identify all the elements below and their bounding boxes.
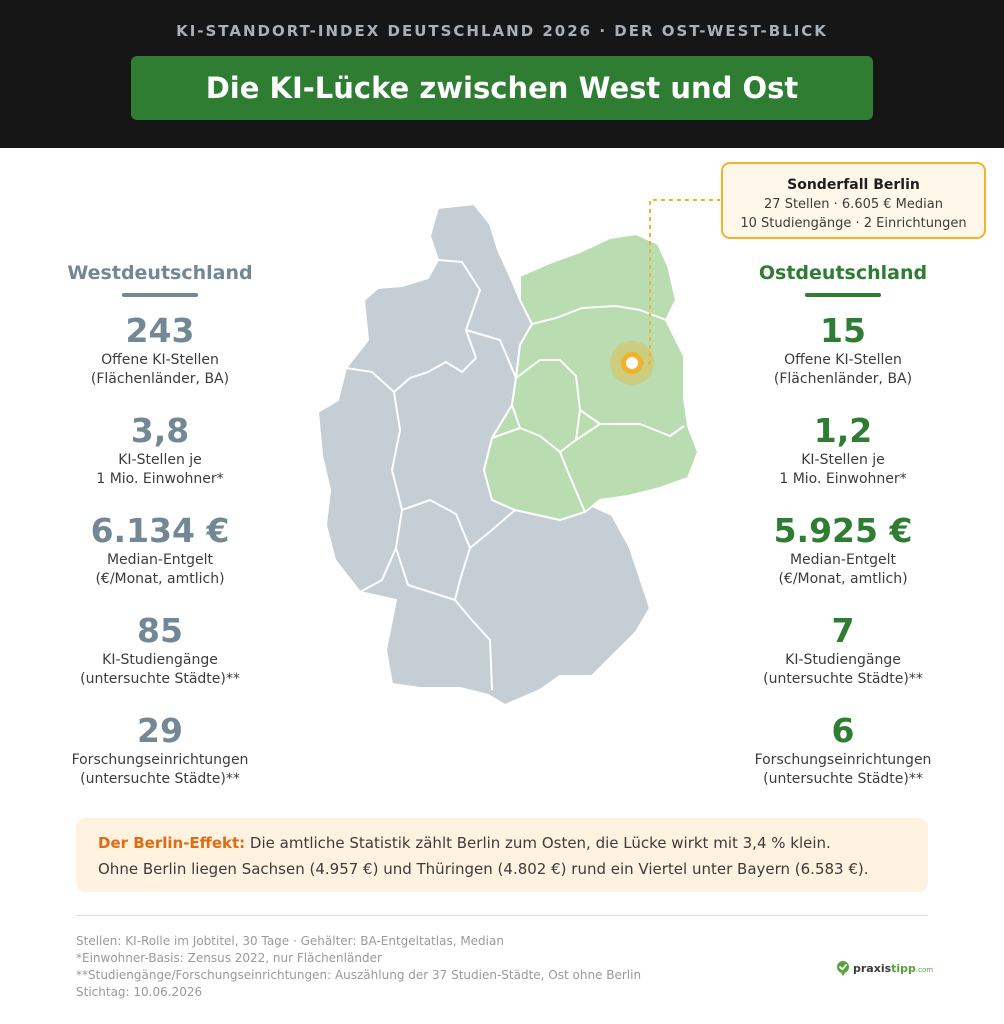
kicker-text: KI-STANDORT-INDEX DEUTSCHLAND 2026 · DER OST-WEST-BLICK [176, 22, 828, 40]
east-stat-salary [713, 511, 973, 611]
stat-label: Median-Entgelt [789, 552, 897, 568]
stat-value: 29 [137, 711, 183, 750]
west-title-underline [122, 293, 198, 297]
logo-part-2: tipp [891, 961, 916, 975]
stat-label: KI-Stellen je [118, 452, 202, 468]
logo-check-icon [836, 960, 850, 976]
stat-label: KI-Stellen je [801, 452, 885, 468]
stat-label: Forschungseinrichtungen [754, 752, 932, 768]
east-stat-jobs [713, 311, 973, 411]
stat-value: 7 [831, 611, 855, 650]
stat-label: (untersuchte Städte)** [80, 671, 240, 687]
header-bar [0, 0, 1004, 148]
note-lead: Der Berlin-Effekt: [98, 834, 246, 852]
title-banner [131, 56, 873, 120]
footer-line: **Studiengänge/Forschungseinrichtungen: Auszählung der 37 Studien-Städte, Ost ohne Berlin [76, 968, 642, 982]
callout-line-2: 10 Studiengänge · 2 Einrichtungen [740, 216, 967, 231]
berlin-effect-note [76, 818, 928, 892]
berlin-callout [721, 162, 986, 239]
west-stat-programs [30, 611, 290, 711]
west-stat-institutes [30, 711, 290, 811]
stat-value: 6.134 € [90, 511, 230, 550]
stat-value: 15 [820, 311, 866, 350]
east-title: Ostdeutschland [758, 262, 928, 284]
east-title-underline [805, 293, 881, 297]
stat-label: 1 Mio. Einwohner* [779, 471, 907, 487]
stat-label: (untersuchte Städte)** [80, 771, 240, 787]
stat-label: (untersuchte Städte)** [763, 771, 923, 787]
east-stat-institutes [713, 711, 973, 811]
stat-label: KI-Studiengänge [785, 652, 901, 668]
berlin-marker-center [626, 357, 638, 369]
stat-label: Offene KI-Stellen [101, 352, 219, 368]
callout-line-1: 27 Stellen · 6.605 € Median [764, 197, 943, 212]
stat-label: Forschungseinrichtungen [71, 752, 249, 768]
footer-line: *Einwohner-Basis: Zensus 2022, nur Flächenländer [76, 951, 382, 965]
east-stat-per-million [713, 411, 973, 511]
stat-label: (€/Monat, amtlich) [778, 571, 908, 587]
stat-label: (€/Monat, amtlich) [95, 571, 225, 587]
stat-label: Offene KI-Stellen [784, 352, 902, 368]
footer-line: Stichtag: 10.06.2026 [76, 985, 203, 999]
footer-divider [76, 915, 928, 916]
stat-label: KI-Studiengänge [102, 652, 218, 668]
west-title: Westdeutschland [67, 262, 253, 284]
note-line-1-text: Die amtliche Statistik zählt Berlin zum Osten, die Lücke wirkt mit 3,4 % klein. [245, 834, 831, 852]
stat-label: (untersuchte Städte)** [763, 671, 923, 687]
stat-label: (Flächenländer, BA) [773, 371, 913, 387]
stat-value: 6 [831, 711, 855, 750]
logo-part-1: praxis [853, 961, 892, 975]
logo-wordmark [853, 962, 933, 975]
germany-map [300, 190, 720, 720]
east-column [713, 262, 973, 811]
stat-value: 5.925 € [773, 511, 913, 550]
stat-value: 243 [125, 311, 195, 350]
east-stat-programs [713, 611, 973, 711]
west-stat-per-million [30, 411, 290, 511]
stat-label: 1 Mio. Einwohner* [96, 471, 224, 487]
west-column [30, 262, 290, 811]
callout-title: Sonderfall Berlin [787, 177, 920, 193]
praxistipp-logo [836, 958, 936, 978]
logo-part-3: .com [915, 965, 934, 974]
footer-line: Stellen: KI-Rolle im Jobtitel, 30 Tage · Gehälter: BA-Entgeltatlas, Median [76, 934, 504, 948]
note-line-1 [98, 830, 906, 856]
stat-value: 1,2 [813, 411, 873, 450]
west-stat-jobs [30, 311, 290, 411]
page-title: Die KI-Lücke zwischen West und Ost [205, 71, 799, 105]
stat-label: Median-Entgelt [106, 552, 214, 568]
stat-value: 85 [137, 611, 183, 650]
west-stat-salary [30, 511, 290, 611]
source-footer [76, 933, 756, 1001]
stat-label: (Flächenländer, BA) [90, 371, 230, 387]
note-line-2: Ohne Berlin liegen Sachsen (4.957 €) und Thüringen (4.802 €) rund ein Viertel unter Bayern (6.583 €). [98, 860, 869, 878]
stat-value: 3,8 [130, 411, 190, 450]
